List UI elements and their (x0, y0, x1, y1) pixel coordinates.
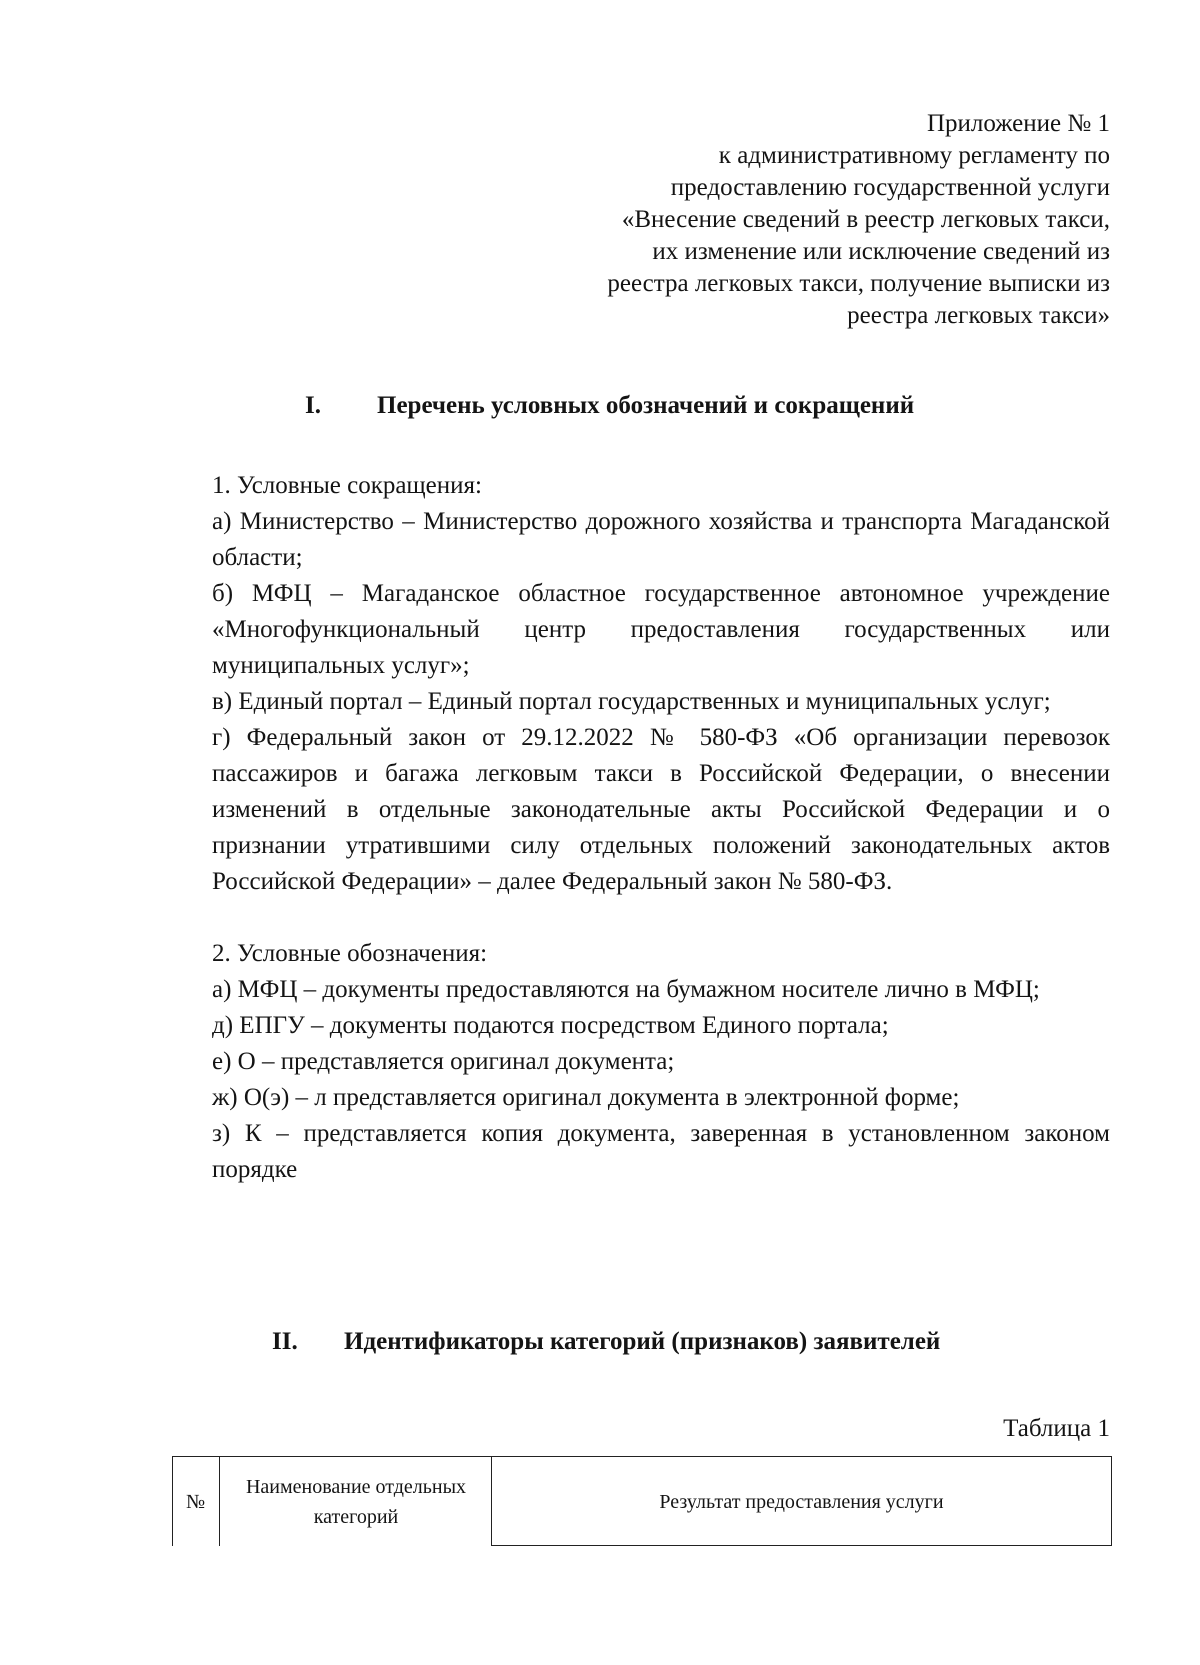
applicant-categories-table (172, 1456, 1112, 1546)
section-2-number: II. (272, 1328, 298, 1355)
section-1-title: Перечень условных обозначений и сокращений (377, 392, 915, 419)
table-header-number: № (185, 1490, 206, 1513)
designation-item: а) МФЦ – документы предоставляются на бумажном носителе лично в МФЦ; (212, 976, 1040, 1003)
appendix-header-line: Приложение № 1 (926, 110, 1110, 137)
designation-item: ж) О(э) – л представляется оригинал документа в электронной форме; (212, 1084, 960, 1111)
appendix-header (490, 108, 1110, 332)
table-header-result: Результат предоставления услуги (659, 1490, 944, 1513)
table-header-cell (491, 1457, 1111, 1546)
table-row-divider (491, 1545, 1111, 1546)
abbreviations-heading: 1. Условные сокращения: (212, 472, 482, 499)
appendix-header-line: реестра легковых такси» (847, 302, 1110, 329)
designation-item: е) О – представляется оригинал документа; (212, 1048, 675, 1075)
appendix-header-line: «Внесение сведений в реестр легковых такси, (621, 206, 1110, 233)
appendix-header-line: реестра легковых такси, получение выписки из (607, 270, 1110, 297)
abbreviation-item: а) Министерство – Министерство дорожного хозяйства и транспорта Магаданской области; (212, 508, 1110, 571)
table-caption: Таблица 1 (1003, 1415, 1110, 1442)
abbreviation-item: в) Единый портал – Единый портал государственных и муниципальных услуг; (212, 688, 1051, 715)
abbreviation-item: б) МФЦ – Магаданское областное государственное автономное учреждение «Многофункциональный центр предоставления государственных или муниципальных услуг»; (212, 580, 1110, 679)
table-header-cell (173, 1457, 218, 1546)
designations-heading: 2. Условные обозначения: (212, 940, 488, 967)
appendix-header-line: к административному регламенту по (718, 142, 1110, 169)
section-1-body (212, 468, 1110, 1188)
table-header-category-name: Наименование отдельных категорий (245, 1475, 467, 1528)
appendix-header-line: их изменение или исключение сведений из (652, 238, 1110, 265)
section-1-number: I. (305, 392, 321, 419)
table-header-cell (219, 1457, 492, 1546)
designation-item: з) К – представляется копия документа, заверенная в установленном законом порядке (212, 1120, 1110, 1183)
section-2-title: Идентификаторы категорий (признаков) заявителей (344, 1328, 941, 1355)
designation-item: д) ЕПГУ – документы подаются посредством Единого портала; (212, 1012, 889, 1039)
appendix-header-line: предоставлению государственной услуги (670, 174, 1110, 201)
abbreviation-item: г) Федеральный закон от 29.12.2022 № 580-ФЗ «Об организации перевозок пассажиров и багажа легковым такси в Российской Федерации, о внесении изменений в отдельные законодательные акты Российской Федерации и о признании утратившими силу отдельных положений законодательных актов Российской Федерации» – далее Федеральный закон № 580-ФЗ. (212, 724, 1110, 895)
